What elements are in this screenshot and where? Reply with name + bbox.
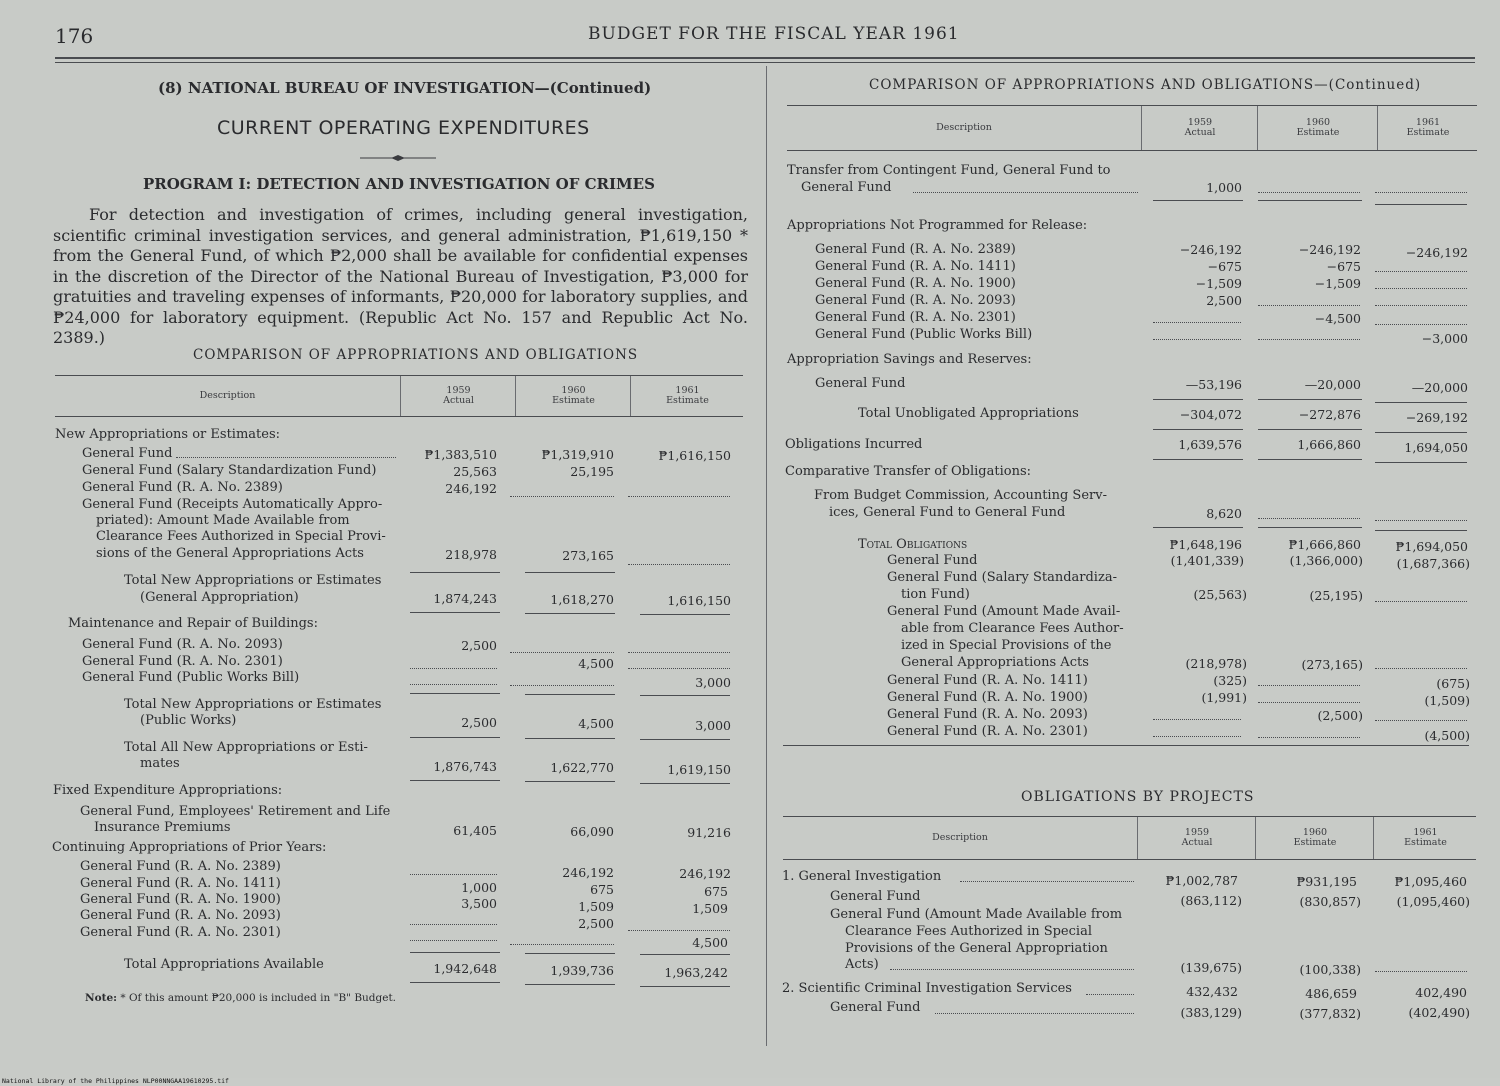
cell-value: 246,192 [445, 481, 497, 496]
row-label: General Fund (R. A. No. 2301) [815, 310, 1016, 325]
row-label: General Fund [801, 180, 892, 195]
cell-value: 1,616,150 [667, 593, 731, 608]
project-label: Provisions of the General Appropriation [845, 941, 1108, 956]
cell-value: −246,192 [1405, 245, 1468, 260]
total-rule [1375, 432, 1467, 433]
row-label: Appropriations Not Programmed for Release: [787, 218, 1088, 233]
sum-rule [1258, 200, 1362, 201]
cell-value: 61,405 [453, 823, 497, 838]
projects-table-header [783, 816, 1476, 860]
row-label: Appropriation Savings and Reserves: [787, 352, 1032, 367]
row-label: Total New Appropriations or Estimates [124, 573, 382, 588]
project-label: General Fund (Amount Made Available from [830, 907, 1123, 922]
row-label: Clearance Fees Authorized in Special Provi- [96, 529, 386, 544]
project-label: General Fund [830, 1000, 921, 1015]
cell-value: 25,563 [453, 464, 497, 479]
cell-value: ₱931,195 [1296, 874, 1357, 889]
row-label: Transfer from Contingent Fund, General Fund to [787, 163, 1111, 178]
note-label: Note: [85, 992, 118, 1004]
cell-value: 1,876,743 [433, 759, 497, 774]
cell-value: 1,666,860 [1297, 437, 1361, 452]
cell-value: (25,563) [1193, 587, 1247, 602]
row-label: General Fund (R. A. No. 2093) [80, 908, 281, 923]
total-rule [1258, 459, 1362, 460]
cell-value: 1,963,242 [664, 965, 728, 980]
row-label: General Fund (Receipts Automatically Appro- [82, 497, 383, 512]
cell-value: −246,192 [1179, 242, 1242, 257]
row-label: General Fund (R. A. No. 1411) [815, 259, 1016, 274]
cell-value: (402,490) [1408, 1005, 1470, 1020]
row-label: Insurance Premiums [94, 820, 231, 835]
cell-value: −675 [1326, 259, 1361, 274]
sum-rule [1258, 399, 1362, 400]
leader-dots [1375, 601, 1467, 602]
cell-value: 402,490 [1415, 985, 1467, 1000]
cell-value: 1,509 [578, 899, 614, 914]
total-rule [640, 986, 730, 987]
cell-value: 1,694,050 [1404, 440, 1468, 455]
project-label: 1. General Investigation [782, 869, 942, 884]
row-label: General Fund (Public Works Bill) [82, 670, 300, 685]
row-label: Continuing Appropriations of Prior Years: [52, 840, 327, 855]
cell-value: 1,619,150 [667, 762, 731, 777]
row-label: ized in Special Provisions of the [901, 638, 1112, 653]
sum-rule [1153, 200, 1243, 201]
cell-value: 432,432 [1186, 984, 1238, 999]
leader-dots [510, 652, 614, 653]
sum-rule [525, 572, 615, 573]
cell-value: ₱1,002,787 [1165, 873, 1238, 888]
leader-dots [1375, 720, 1467, 721]
row-label: General Fund (R. A. No. 2093) [815, 293, 1016, 308]
project-label: General Fund [830, 889, 921, 904]
row-label: General Fund [82, 446, 173, 461]
leader-dots [960, 881, 1134, 882]
cell-value: (1,991) [1201, 690, 1247, 705]
row-label: General Fund (R. A. No. 1900) [887, 690, 1088, 705]
cell-value: (1,095,460) [1396, 894, 1470, 909]
sum-rule [640, 954, 730, 955]
running-title: BUDGET FOR THE FISCAL YEAR 1961 [588, 24, 960, 44]
total-rule [1153, 429, 1243, 430]
cell-value: (218,978) [1185, 656, 1247, 671]
cell-value: (1,509) [1424, 693, 1470, 708]
right-table-header [787, 105, 1477, 151]
cell-value: 4,500 [578, 716, 614, 731]
cell-value: ₱1,095,460 [1394, 874, 1467, 889]
table-end-rule [783, 745, 1469, 746]
total-rule [525, 738, 615, 739]
cell-value: (273,165) [1301, 657, 1363, 672]
header-1959: 1959 Actual [1137, 817, 1256, 859]
cell-value: (139,675) [1180, 960, 1242, 975]
row-label: able from Clearance Fees Author- [901, 621, 1124, 636]
sum-rule [410, 952, 500, 953]
sum-rule [1375, 530, 1467, 531]
cell-value: (1,366,000) [1289, 553, 1363, 568]
leader-dots [628, 652, 730, 653]
scan-footer: National Library of the Philippines NLP00NNGAA19610295.tif [2, 1077, 229, 1085]
leader-dots [1258, 339, 1360, 340]
cell-value: ₱1,383,510 [424, 447, 497, 462]
sum-rule [640, 695, 730, 696]
leader-dots [1153, 339, 1241, 340]
total-rule [640, 614, 730, 615]
cell-value: 2,500 [1206, 293, 1242, 308]
header-rule-thin [55, 62, 1475, 63]
leader-dots [1153, 322, 1241, 323]
total-rule [410, 612, 500, 613]
leader-dots [1153, 736, 1241, 737]
leader-dots [935, 1013, 1134, 1014]
header-description: Description [936, 122, 992, 133]
leader-dots [890, 969, 1134, 970]
row-label: General Fund (Amount Made Avail- [887, 604, 1121, 619]
leader-dots [1258, 702, 1360, 703]
row-label: priated): Amount Made Available from [96, 513, 350, 528]
leader-dots [1375, 192, 1467, 193]
cell-value: (100,338) [1299, 962, 1361, 977]
cell-value: —53,196 [1185, 377, 1242, 392]
row-label: General Fund (R. A. No. 1411) [80, 876, 281, 891]
cell-value: —20,000 [1411, 380, 1468, 395]
section-title: (8) NATIONAL BUREAU OF INVESTIGATION—(Continued) [158, 79, 652, 97]
cell-value: −272,876 [1298, 407, 1361, 422]
cell-value: 25,195 [570, 464, 614, 479]
leader-dots [1375, 305, 1467, 306]
total-rule [640, 783, 730, 784]
cell-value: 1,639,576 [1178, 437, 1242, 452]
sum-rule [1375, 204, 1467, 205]
sum-rule [525, 953, 615, 954]
row-label: Total Unobligated Appropriations [858, 406, 1079, 421]
row-label: From Budget Commission, Accounting Serv- [814, 488, 1107, 503]
cell-value: 1,618,270 [550, 592, 614, 607]
cell-value: (830,857) [1299, 894, 1361, 909]
cell-value: 218,978 [445, 547, 497, 562]
sum-rule [1375, 402, 1467, 403]
header-1961: 1961 Estimate [630, 376, 744, 416]
total-rule [525, 984, 615, 985]
cell-value: 3,000 [695, 675, 731, 690]
cell-value: 3,500 [461, 896, 497, 911]
total-rule [410, 737, 500, 738]
leader-dots [510, 496, 614, 497]
row-label: Comparative Transfer of Obligations: [785, 464, 1031, 479]
row-label: General Fund (R. A. No. 2389) [82, 480, 283, 495]
row-label: General Fund (Salary Standardization Fund) [82, 463, 377, 478]
cell-value: (383,129) [1180, 1005, 1242, 1020]
row-label: General Fund (R. A. No. 2093) [887, 707, 1088, 722]
total-rule [410, 780, 500, 781]
row-label: General Fund (R. A. No. 1411) [887, 673, 1088, 688]
total-rule [1153, 459, 1243, 460]
row-label: mates [140, 756, 180, 771]
cell-value: 486,659 [1305, 986, 1357, 1001]
cell-value: 675 [704, 884, 728, 899]
cell-value: −1,509 [1314, 276, 1361, 291]
cell-value: 246,192 [562, 865, 614, 880]
total-rule [525, 613, 615, 614]
row-label: sions of the General Appropriations Acts [96, 546, 364, 561]
project-label: Clearance Fees Authorized in Special [845, 924, 1092, 939]
row-label: Fixed Expenditure Appropriations: [53, 783, 283, 798]
cell-value: 2,500 [461, 638, 497, 653]
cell-value: ₱1,694,050 [1395, 539, 1468, 554]
cell-value: 66,090 [570, 824, 614, 839]
left-table-title: COMPARISON OF APPROPRIATIONS AND OBLIGATIONS [193, 347, 639, 363]
sum-rule [410, 693, 500, 694]
cell-value: (2,500) [1317, 708, 1363, 723]
page-number: 176 [55, 24, 94, 48]
header-1961: 1961 Estimate [1377, 106, 1478, 150]
cell-value: 2,500 [578, 916, 614, 931]
cell-value: 2,500 [461, 715, 497, 730]
column-divider [766, 66, 767, 1046]
header-1959: 1959 Actual [1141, 106, 1258, 150]
cell-value: −675 [1207, 259, 1242, 274]
leader-dots [410, 924, 497, 925]
sum-rule [410, 572, 500, 573]
cell-value: 4,500 [578, 656, 614, 671]
cell-value: —20,000 [1304, 377, 1361, 392]
leader-dots [913, 192, 1138, 193]
leader-dots [1153, 719, 1241, 720]
cell-value: −4,500 [1314, 311, 1361, 326]
diamond-rule-ornament [360, 155, 436, 161]
row-label: Total All New Appropriations or Esti- [124, 740, 368, 755]
cell-value: (377,832) [1299, 1006, 1361, 1021]
leader-dots [1258, 518, 1360, 519]
cell-value: 1,509 [692, 901, 728, 916]
program-title: PROGRAM I: DETECTION AND INVESTIGATION OF CRIMES [143, 175, 655, 193]
row-label: Obligations Incurred [785, 437, 923, 452]
cell-value: −246,192 [1298, 242, 1361, 257]
cell-value: 1,874,243 [433, 591, 497, 606]
cell-value: 4,500 [692, 935, 728, 950]
left-table-header [55, 375, 743, 417]
leader-dots [1258, 192, 1360, 193]
cell-value: ₱1,666,860 [1288, 537, 1361, 552]
sum-rule [1153, 527, 1243, 528]
note-text: * Of this amount ₱20,000 is included in "B" Budget. [120, 992, 397, 1004]
cell-value: 1,942,648 [433, 961, 497, 976]
row-label: General Appropriations Acts [901, 655, 1089, 670]
program-paragraph [53, 205, 748, 349]
leader-dots [410, 874, 497, 875]
row-label: Total Obligations [858, 537, 968, 552]
leader-dots [1375, 971, 1467, 972]
cell-value: −3,000 [1421, 331, 1468, 346]
row-label: General Fund (R. A. No. 2389) [815, 242, 1016, 257]
header-description: Description [932, 832, 988, 843]
cell-value: ₱1,319,910 [541, 447, 614, 462]
total-rule [410, 982, 500, 983]
row-label: General Fund (R. A. No. 2389) [80, 859, 281, 874]
cell-value: 1,000 [1206, 180, 1242, 195]
leader-dots [510, 944, 614, 945]
cell-value: (4,500) [1424, 728, 1470, 743]
cell-value: 1,000 [461, 880, 497, 895]
header-1959: 1959 Actual [400, 376, 516, 416]
row-label: General Fund (Salary Standardiza- [887, 570, 1117, 585]
leader-dots [1086, 994, 1134, 995]
footnote [85, 992, 396, 1004]
leader-dots [1375, 520, 1467, 521]
row-label: General Fund (R. A. No. 2093) [82, 637, 283, 652]
leader-dots [176, 457, 396, 458]
leader-dots [510, 685, 614, 686]
row-label: General Fund [887, 553, 978, 568]
total-rule [525, 781, 615, 782]
cell-value: −304,072 [1179, 407, 1242, 422]
leader-dots [628, 564, 730, 565]
leader-dots [1375, 271, 1467, 272]
leader-dots [1375, 288, 1467, 289]
project-label: Acts) [845, 957, 879, 972]
leader-dots [410, 668, 497, 669]
header-description: Description [199, 390, 256, 401]
header-1960: 1960 Estimate [1257, 106, 1378, 150]
cell-value: (25,195) [1309, 588, 1363, 603]
paragraph-text: For detection and investigation of crimes, including general investigation, scientific criminal investigation services, and general administration, ₱1,619,150 * from the General Fund, of which ₱2,000 shall be available for confidential expenses in the discretion of the Director of the National Bureau of Investigation, ₱3,000 for gratuities and traveling expenses of informants, ₱20,000 for laboratory supplies, and ₱24,000 for laboratory equipment. (Republic Act No. 157 and Republic Act No. 2389.) [53, 205, 748, 347]
leader-dots [628, 496, 730, 497]
cell-value: 675 [590, 882, 614, 897]
cell-value: (1,401,339) [1170, 553, 1244, 568]
sum-rule [1153, 399, 1243, 400]
header-rule [55, 57, 1475, 59]
leader-dots [1258, 305, 1360, 306]
leader-dots [1258, 685, 1360, 686]
cell-value: ₱1,616,150 [658, 448, 731, 463]
cell-value: (325) [1213, 673, 1247, 688]
row-label: General Fund (R. A. No. 2301) [80, 925, 281, 940]
row-label: General Fund (R. A. No. 1900) [80, 892, 281, 907]
leader-dots [1258, 737, 1360, 738]
leader-dots [628, 930, 730, 931]
row-label: General Fund (R. A. No. 1900) [815, 276, 1016, 291]
right-table-title: COMPARISON OF APPROPRIATIONS AND OBLIGATIONS—(Continued) [869, 77, 1422, 93]
cell-value: 3,000 [695, 718, 731, 733]
cell-value: 273,165 [562, 548, 614, 563]
row-label: General Fund, Employees' Retirement and Life [80, 804, 391, 819]
leader-dots [628, 668, 730, 669]
cell-value: (863,112) [1180, 893, 1242, 908]
header-1961: 1961 Estimate [1373, 817, 1477, 859]
row-label: New Appropriations or Estimates: [55, 427, 280, 442]
header-1960: 1960 Estimate [515, 376, 631, 416]
leader-dots [410, 684, 497, 685]
main-title: CURRENT OPERATING EXPENDITURES [217, 117, 590, 139]
cell-value: ₱1,648,196 [1169, 537, 1242, 552]
row-label: General Fund (Public Works Bill) [815, 327, 1033, 342]
projects-title: OBLIGATIONS BY PROJECTS [1021, 789, 1255, 805]
leader-dots [410, 940, 497, 941]
row-label: tion Fund) [901, 587, 970, 602]
row-label: General Fund (R. A. No. 2301) [82, 654, 283, 669]
total-rule [1258, 429, 1362, 430]
cell-value: −269,192 [1405, 410, 1468, 425]
cell-value: (675) [1436, 676, 1470, 691]
row-label: Total New Appropriations or Estimates [124, 697, 382, 712]
sum-rule [525, 694, 615, 695]
cell-value: 8,620 [1206, 506, 1242, 521]
total-rule [640, 739, 730, 740]
row-label: (Public Works) [140, 713, 237, 728]
leader-dots [1375, 668, 1467, 669]
cell-value: −1,509 [1195, 276, 1242, 291]
cell-value: 91,216 [687, 825, 731, 840]
cell-value: 246,192 [679, 866, 731, 881]
sum-rule [1258, 527, 1362, 528]
row-label: General Fund [815, 376, 906, 391]
row-label: ices, General Fund to General Fund [829, 505, 1066, 520]
row-label: General Fund (R. A. No. 2301) [887, 724, 1088, 739]
row-label: Total Appropriations Available [124, 957, 324, 972]
cell-value: 1,939,736 [550, 963, 614, 978]
leader-dots [1375, 324, 1467, 325]
total-rule [1375, 462, 1467, 463]
header-1960: 1960 Estimate [1255, 817, 1374, 859]
row-label: Maintenance and Repair of Buildings: [68, 616, 318, 631]
project-label: 2. Scientific Criminal Investigation Services [782, 981, 1072, 996]
cell-value: (1,687,366) [1396, 556, 1470, 571]
cell-value: 1,622,770 [550, 760, 614, 775]
row-label: (General Appropriation) [140, 590, 299, 605]
